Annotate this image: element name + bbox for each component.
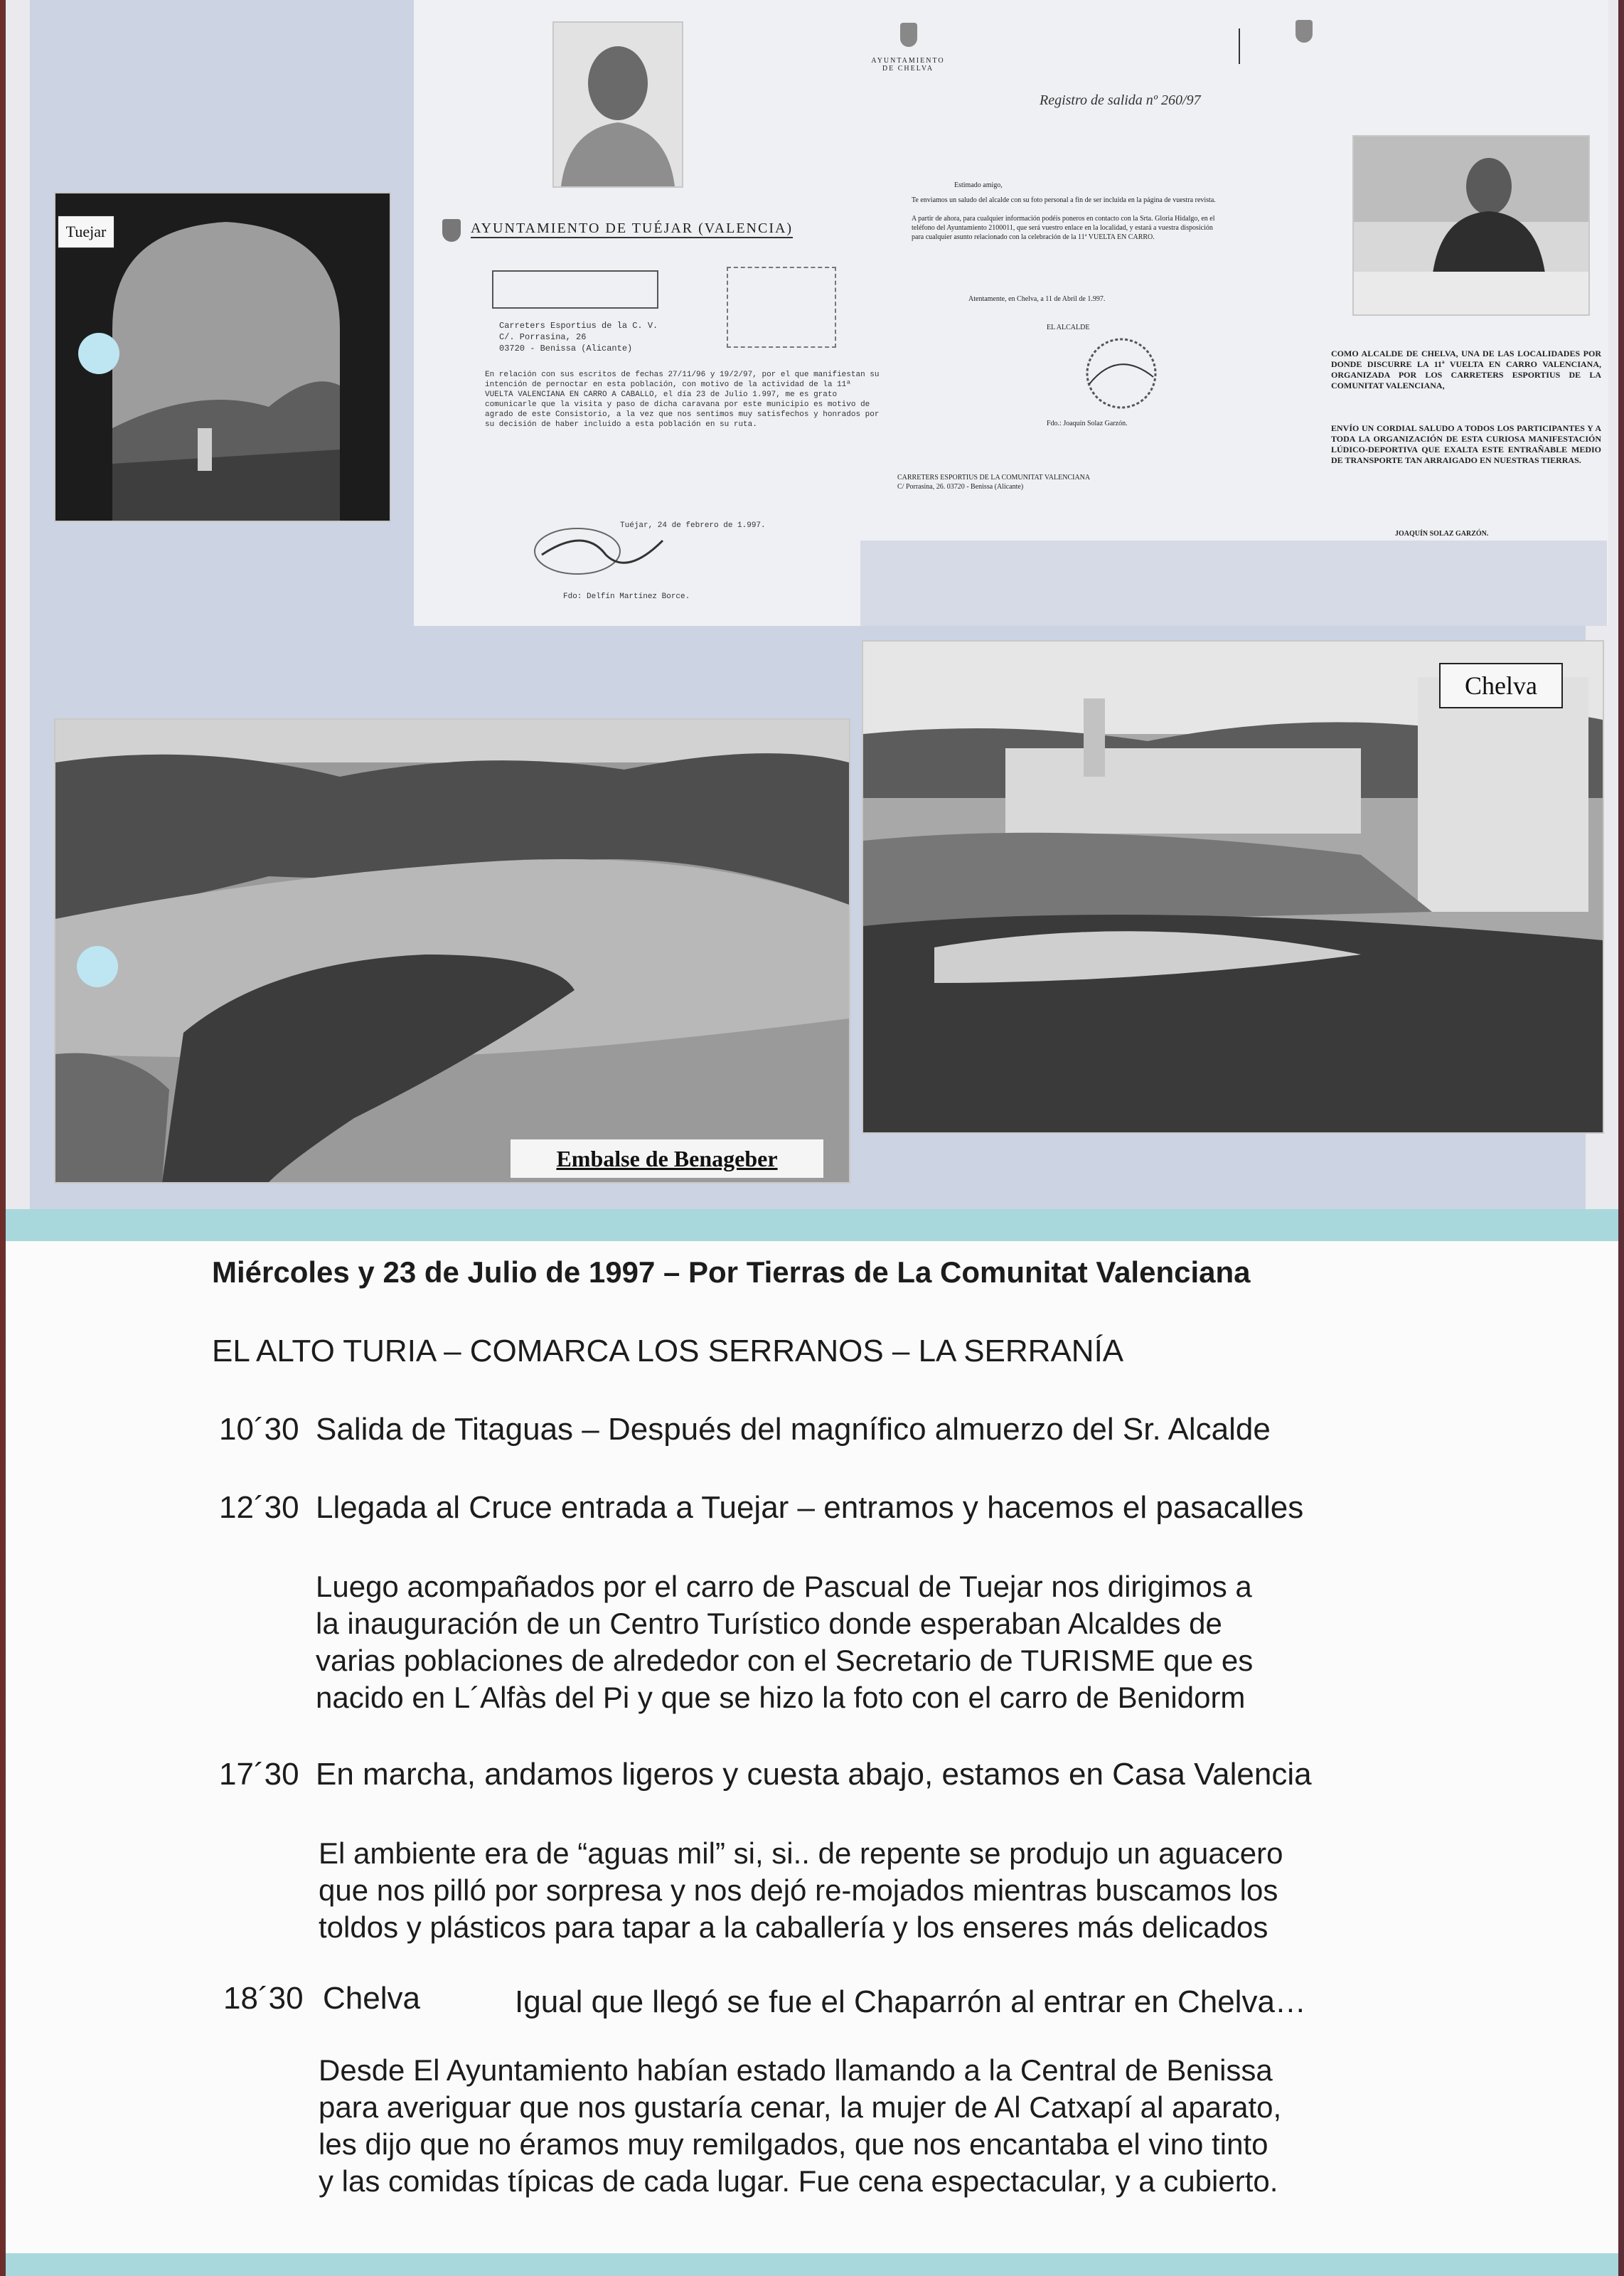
chelva-town-image bbox=[863, 642, 1603, 1132]
chelva-role: EL ALCALDE bbox=[1047, 324, 1090, 331]
diary-text-area bbox=[6, 1241, 1618, 2255]
embalse-landscape-image bbox=[55, 720, 849, 1182]
tuejar-coat-of-arms-icon bbox=[442, 219, 461, 242]
tuejar-caption: Tuejar bbox=[57, 215, 115, 249]
chelva-greeting: Estimado amigo, bbox=[954, 181, 1003, 189]
registry-stamp bbox=[727, 267, 836, 348]
chelva-letter-date: Atentamente, en Chelva, a 11 de Abril de 1.997. bbox=[968, 295, 1106, 303]
tuejar-signature bbox=[520, 519, 677, 583]
tuejar-addressee: Carreters Esportius de la C. V. C/. Porrasina, 26 03720 - Benissa (Alicante) bbox=[499, 321, 658, 353]
tuejar-letter-body: En relación con sus escritos de fechas 27/11/96 y 19/2/97, por el que manifiestan su intención de pernoctar en esta población, con motivo de la actividad de la 11ª VUELTA VALENCIANA EN CARRO A CABALLO, el día 23 de Julio 1.997, me es grato comunicarle que la visita y paso de dicha caravana por este municipio es motivo de agrado de este Consistorio, a la vez que nos sentimos muy satisfechos y honrados por su decisión de haber incluido a esta población en su ruta. bbox=[485, 371, 885, 429]
teal-bottom-strip bbox=[6, 2253, 1618, 2276]
mayor-signature: JOAQUÍN SOLAZ GARZÓN. bbox=[1395, 530, 1489, 538]
tuejar-signatory: Fdo: Delfín Martínez Borce. bbox=[563, 592, 690, 601]
paragraph-line: y las comidas típicas de cada lugar. Fue cena espectacular, y a cubierto. bbox=[319, 2164, 1278, 2198]
entry-time: 18´30 bbox=[223, 1981, 304, 2016]
paragraph-line: El ambiente era de “aguas mil” si, si.. de repente se produjo un aguacero bbox=[319, 1836, 1283, 1870]
paragraph-rain bbox=[319, 1835, 1428, 1946]
chelva-coat-of-arms-icon-2 bbox=[1296, 20, 1313, 43]
chelva-coat-of-arms-icon bbox=[900, 23, 917, 47]
paragraph-line: les dijo que no éramos muy remilgados, que nos encantaba el vino tinto bbox=[319, 2127, 1268, 2161]
paragraph-line: para averiguar que nos gustaría cenar, la mujer de Al Catxapí al aparato, bbox=[319, 2090, 1282, 2124]
mayor-note-paragraph-1: COMO ALCALDE DE CHELVA, UNA DE LAS LOCALIDADES POR DONDE DISCURRE LA 11ª VUELTA EN CARRO VALENCIANA, ORGANIZADA POR LOS CARRETERS ESPORTIUS DE LA COMUNITAT VALENCIANA, bbox=[1331, 349, 1601, 390]
teal-strip bbox=[6, 1209, 1618, 1245]
entry-text: Llegada al Cruce entrada a Tuejar – entramos y hacemos el pasacalles bbox=[316, 1490, 1304, 1525]
paragraph-inauguration bbox=[316, 1568, 1425, 1716]
chelva-photo bbox=[862, 640, 1604, 1134]
paragraph-line: nacido en L´Alfàs del Pi y que se hizo la foto con el carro de Benidorm bbox=[316, 1681, 1246, 1714]
entry-time: 10´30 bbox=[219, 1412, 299, 1447]
entry-text: Salida de Titaguas – Después del magnífico almuerzo del Sr. Alcalde bbox=[316, 1412, 1271, 1447]
entry-time: 17´30 bbox=[219, 1757, 299, 1792]
diary-heading: Miércoles y 23 de Julio de 1997 – Por Tierras de La Comunitat Valenciana bbox=[212, 1255, 1251, 1289]
paragraph-line: Desde El Ayuntamiento habían estado llamando a la Central de Benissa bbox=[319, 2053, 1273, 2087]
chelva-letter-body: Te enviamos un saludo del alcalde con su foto personal a fin de ser incluida en la página de vuestra revista. A partir de ahora, para cualquier información podéis poneros en contacto con la Srta. Gloria Hidalgo, en el teléfono del Ayuntamiento 2100011, que será vuestro enlace en la localidad, y estará a vuestra disposición para cualquier asunto relacionado con la celebración de la 11ª VUELTA EN CARRO. bbox=[912, 196, 1216, 241]
paragraph-line: varias poblaciones de alrededor con el Secretario de TURISME que es bbox=[316, 1644, 1254, 1677]
paragraph-line: toldos y plásticos para tapar a la caballería y los enseres más delicados bbox=[319, 1910, 1268, 1944]
mayor-note-paragraph-2: ENVÍO UN CORDIAL SALUDO A TODOS LOS PARTICIPANTES Y A TODA LA ORGANIZACIÓN DE ESTA CURIOSA MANIFESTACIÓN LÚDICO-DEPORTIVA QUE EXALTA ESTE ENTRAÑABLE MEDIO DE TRANSPORTE TAN ARRAIGADO EN NUESTRAS TIERRAS. bbox=[1331, 423, 1601, 465]
paragraph-line: que nos pilló por sorpresa y nos dejó re-mojados mientras buscamos los bbox=[319, 1873, 1278, 1907]
album-page bbox=[6, 0, 1618, 2276]
tuejar-letterhead: AYUNTAMIENTO DE TUÉJAR (VALENCIA) bbox=[471, 220, 793, 238]
entry-text: En marcha, andamos ligeros y cuesta abajo, estamos en Casa Valencia bbox=[316, 1757, 1312, 1792]
entry-time: 12´30 bbox=[219, 1490, 299, 1525]
paragraph-dinner bbox=[319, 2052, 1428, 2200]
chelva-signatory: Fdo.: Joaquín Solaz Garzón. bbox=[1047, 420, 1128, 427]
entry-text: Chelva bbox=[323, 1981, 420, 2016]
paragraph-line: Luego acompañados por el carro de Pascual de Tuejar nos dirigimos a bbox=[316, 1570, 1252, 1603]
tuejar-letter-date: Tuéjar, 24 de febrero de 1.997. bbox=[620, 521, 766, 530]
embalse-photo bbox=[54, 718, 850, 1184]
binder-hole-2 bbox=[77, 946, 118, 987]
chelva-letter bbox=[869, 14, 1239, 526]
embalse-caption: Embalse de Benageber bbox=[511, 1139, 823, 1178]
secretary-portrait bbox=[552, 21, 683, 188]
paragraph-line: la inauguración de un Centro Turístico donde esperaban Alcaldes de bbox=[316, 1607, 1222, 1640]
chelva-official-stamp bbox=[1082, 334, 1160, 413]
stamp-boxes bbox=[492, 270, 658, 309]
chelva-caption: Chelva bbox=[1439, 663, 1563, 708]
tuejar-letter bbox=[414, 206, 885, 626]
chelva-letterhead: AYUNTAMIENTO DE CHELVA bbox=[871, 57, 945, 73]
region-line: EL ALTO TURIA – COMARCA LOS SERRANOS – LA SERRANÍA bbox=[212, 1334, 1124, 1368]
mayor-note bbox=[1239, 14, 1608, 569]
registry-number: Registro de salida nº 260/97 bbox=[1040, 92, 1201, 108]
binder-hole bbox=[78, 333, 119, 374]
mayor-portrait bbox=[1352, 135, 1590, 316]
entry-text-detail: Igual que llegó se fue el Chaparrón al entrar en Chelva… bbox=[515, 1984, 1306, 2019]
photo-collage bbox=[30, 0, 1601, 1209]
chelva-recipient: CARRETERS ESPORTIUS DE LA COMUNITAT VALENCIANA C/ Porrasina, 26. 03720 - Benissa (Alicante) bbox=[897, 474, 1091, 491]
